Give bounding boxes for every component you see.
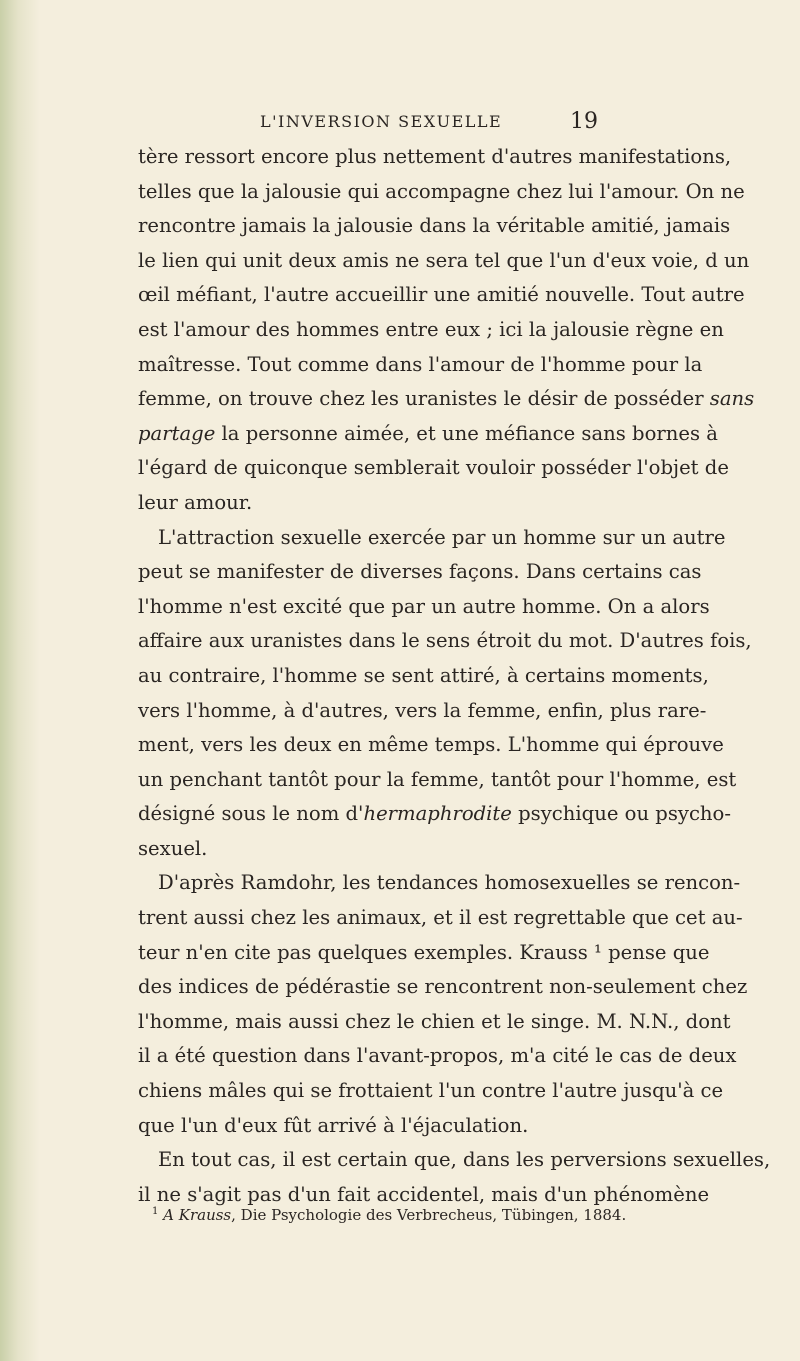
- line-text: l'égard de quiconque semblerait vouloir posséder l'objet de: [138, 456, 729, 480]
- text-line: [138, 451, 729, 486]
- text-line: [138, 624, 752, 659]
- text-line: [138, 694, 707, 729]
- text-line: [138, 244, 750, 279]
- text-line: [138, 1143, 771, 1178]
- text-line: [138, 521, 726, 556]
- footnote: [152, 1206, 627, 1224]
- italic-word: partage: [138, 421, 216, 445]
- text-line: [138, 175, 745, 210]
- text-line: [138, 590, 710, 625]
- line-text: telles que la jalousie qui accompagne chez lui l'amour. On ne: [138, 179, 745, 203]
- text-line: [138, 936, 710, 971]
- text-line: [138, 659, 709, 694]
- text-line: [138, 1109, 616, 1144]
- text-line: [138, 278, 745, 313]
- line-text: il a été question dans l'avant-propos, m'a cité le cas de deux: [138, 1044, 737, 1068]
- line-text: est l'amour des hommes entre eux ; ici la jalousie règne en: [138, 317, 724, 341]
- line-text: œil méfiant, l'autre accueillir une amitié nouvelle. Tout autre: [138, 283, 745, 307]
- text-line: [138, 140, 732, 175]
- text-line: [138, 970, 748, 1005]
- line-text: trent aussi chez les animaux, et il est regrettable que cet au-: [138, 906, 743, 930]
- text-line: [138, 209, 731, 244]
- footnote-author: A Krauss: [163, 1206, 232, 1224]
- text-line: [138, 1039, 737, 1074]
- text-line: [138, 901, 743, 936]
- line-text: vers l'homme, à d'autres, vers la femme, enfin, plus rare-: [138, 698, 707, 722]
- line-text: rencontre jamais la jalousie dans la véritable amitié, jamais: [138, 214, 731, 238]
- line-text: femme, on trouve chez les uranistes le désir de posséder: [138, 387, 710, 411]
- line-text: ment, vers les deux en même temps. L'homme qui éprouve: [138, 733, 724, 757]
- body-text: [138, 140, 771, 1212]
- page-number: 19: [570, 109, 598, 134]
- line-text: affaire aux uranistes dans le sens étroit du mot. D'autres fois,: [138, 629, 752, 653]
- line-text: chiens mâles qui se frottaient l'un contre l'autre jusqu'à ce: [138, 1079, 724, 1103]
- line-text: des indices de pédérastie se rencontrent non-seulement chez: [138, 975, 748, 999]
- line-text: tère ressort encore plus nettement d'autres manifestations,: [138, 145, 732, 168]
- line-text: le lien qui unit deux amis ne sera tel que l'un d'eux voie, d un: [138, 248, 750, 272]
- italic-word: hermaphrodite: [363, 802, 512, 826]
- line-text: l'homme n'est excité que par un autre homme. On a alors: [138, 594, 710, 618]
- line-text: maîtresse. Tout comme dans l'amour de l'homme pour la: [138, 352, 703, 376]
- running-header: [260, 109, 598, 134]
- text-line: [138, 348, 703, 383]
- line-text: il ne s'agit pas d'un fait accidentel, mais d'un phénomène: [138, 1182, 710, 1206]
- text-line: [138, 486, 616, 521]
- line-text: L'attraction sexuelle exercée par un homme sur un autre: [158, 525, 726, 549]
- line-text: teur n'en cite pas quelques exemples. Krauss ¹ pense que: [138, 940, 710, 964]
- line-text: sexuel.: [138, 836, 208, 860]
- text-line: [138, 417, 718, 452]
- footnote-text: , Die Psychologie des Verbrecheus, Tübingen, 1884.: [231, 1206, 627, 1224]
- text-line: [138, 728, 724, 763]
- text-line: [138, 382, 755, 417]
- text-line: [138, 797, 731, 832]
- line-text: la personne aimée, et une méfiance sans bornes à: [215, 421, 718, 445]
- line-text: psychique ou psycho-: [511, 802, 731, 826]
- text-line: [138, 866, 741, 901]
- italic-word: sans: [709, 387, 755, 411]
- line-text: un penchant tantôt pour la femme, tantôt pour l'homme, est: [138, 767, 737, 791]
- text-line: [138, 555, 702, 590]
- line-text: En tout cas, il est certain que, dans les perversions sexuelles,: [158, 1148, 771, 1172]
- line-text: que l'un d'eux fût arrivé à l'éjaculation.: [138, 1113, 529, 1137]
- line-text: leur amour.: [138, 490, 253, 514]
- text-line: [138, 313, 724, 348]
- line-text: peut se manifester de diverses façons. Dans certains cas: [138, 560, 702, 584]
- text-line: [138, 1005, 731, 1040]
- line-text: au contraire, l'homme se sent attiré, à certains moments,: [138, 663, 709, 687]
- line-text: l'homme, mais aussi chez le chien et le singe. M. N.N., dont: [138, 1009, 731, 1033]
- line-text: désigné sous le nom d': [138, 802, 364, 826]
- running-title: L'INVERSION SEXUELLE: [260, 112, 503, 131]
- footnote-marker: 1: [152, 1206, 159, 1217]
- text-line: [138, 832, 616, 867]
- line-text: D'après Ramdohr, les tendances homosexuelles se rencon-: [158, 871, 741, 895]
- text-line: [138, 763, 737, 798]
- text-line: [138, 1074, 724, 1109]
